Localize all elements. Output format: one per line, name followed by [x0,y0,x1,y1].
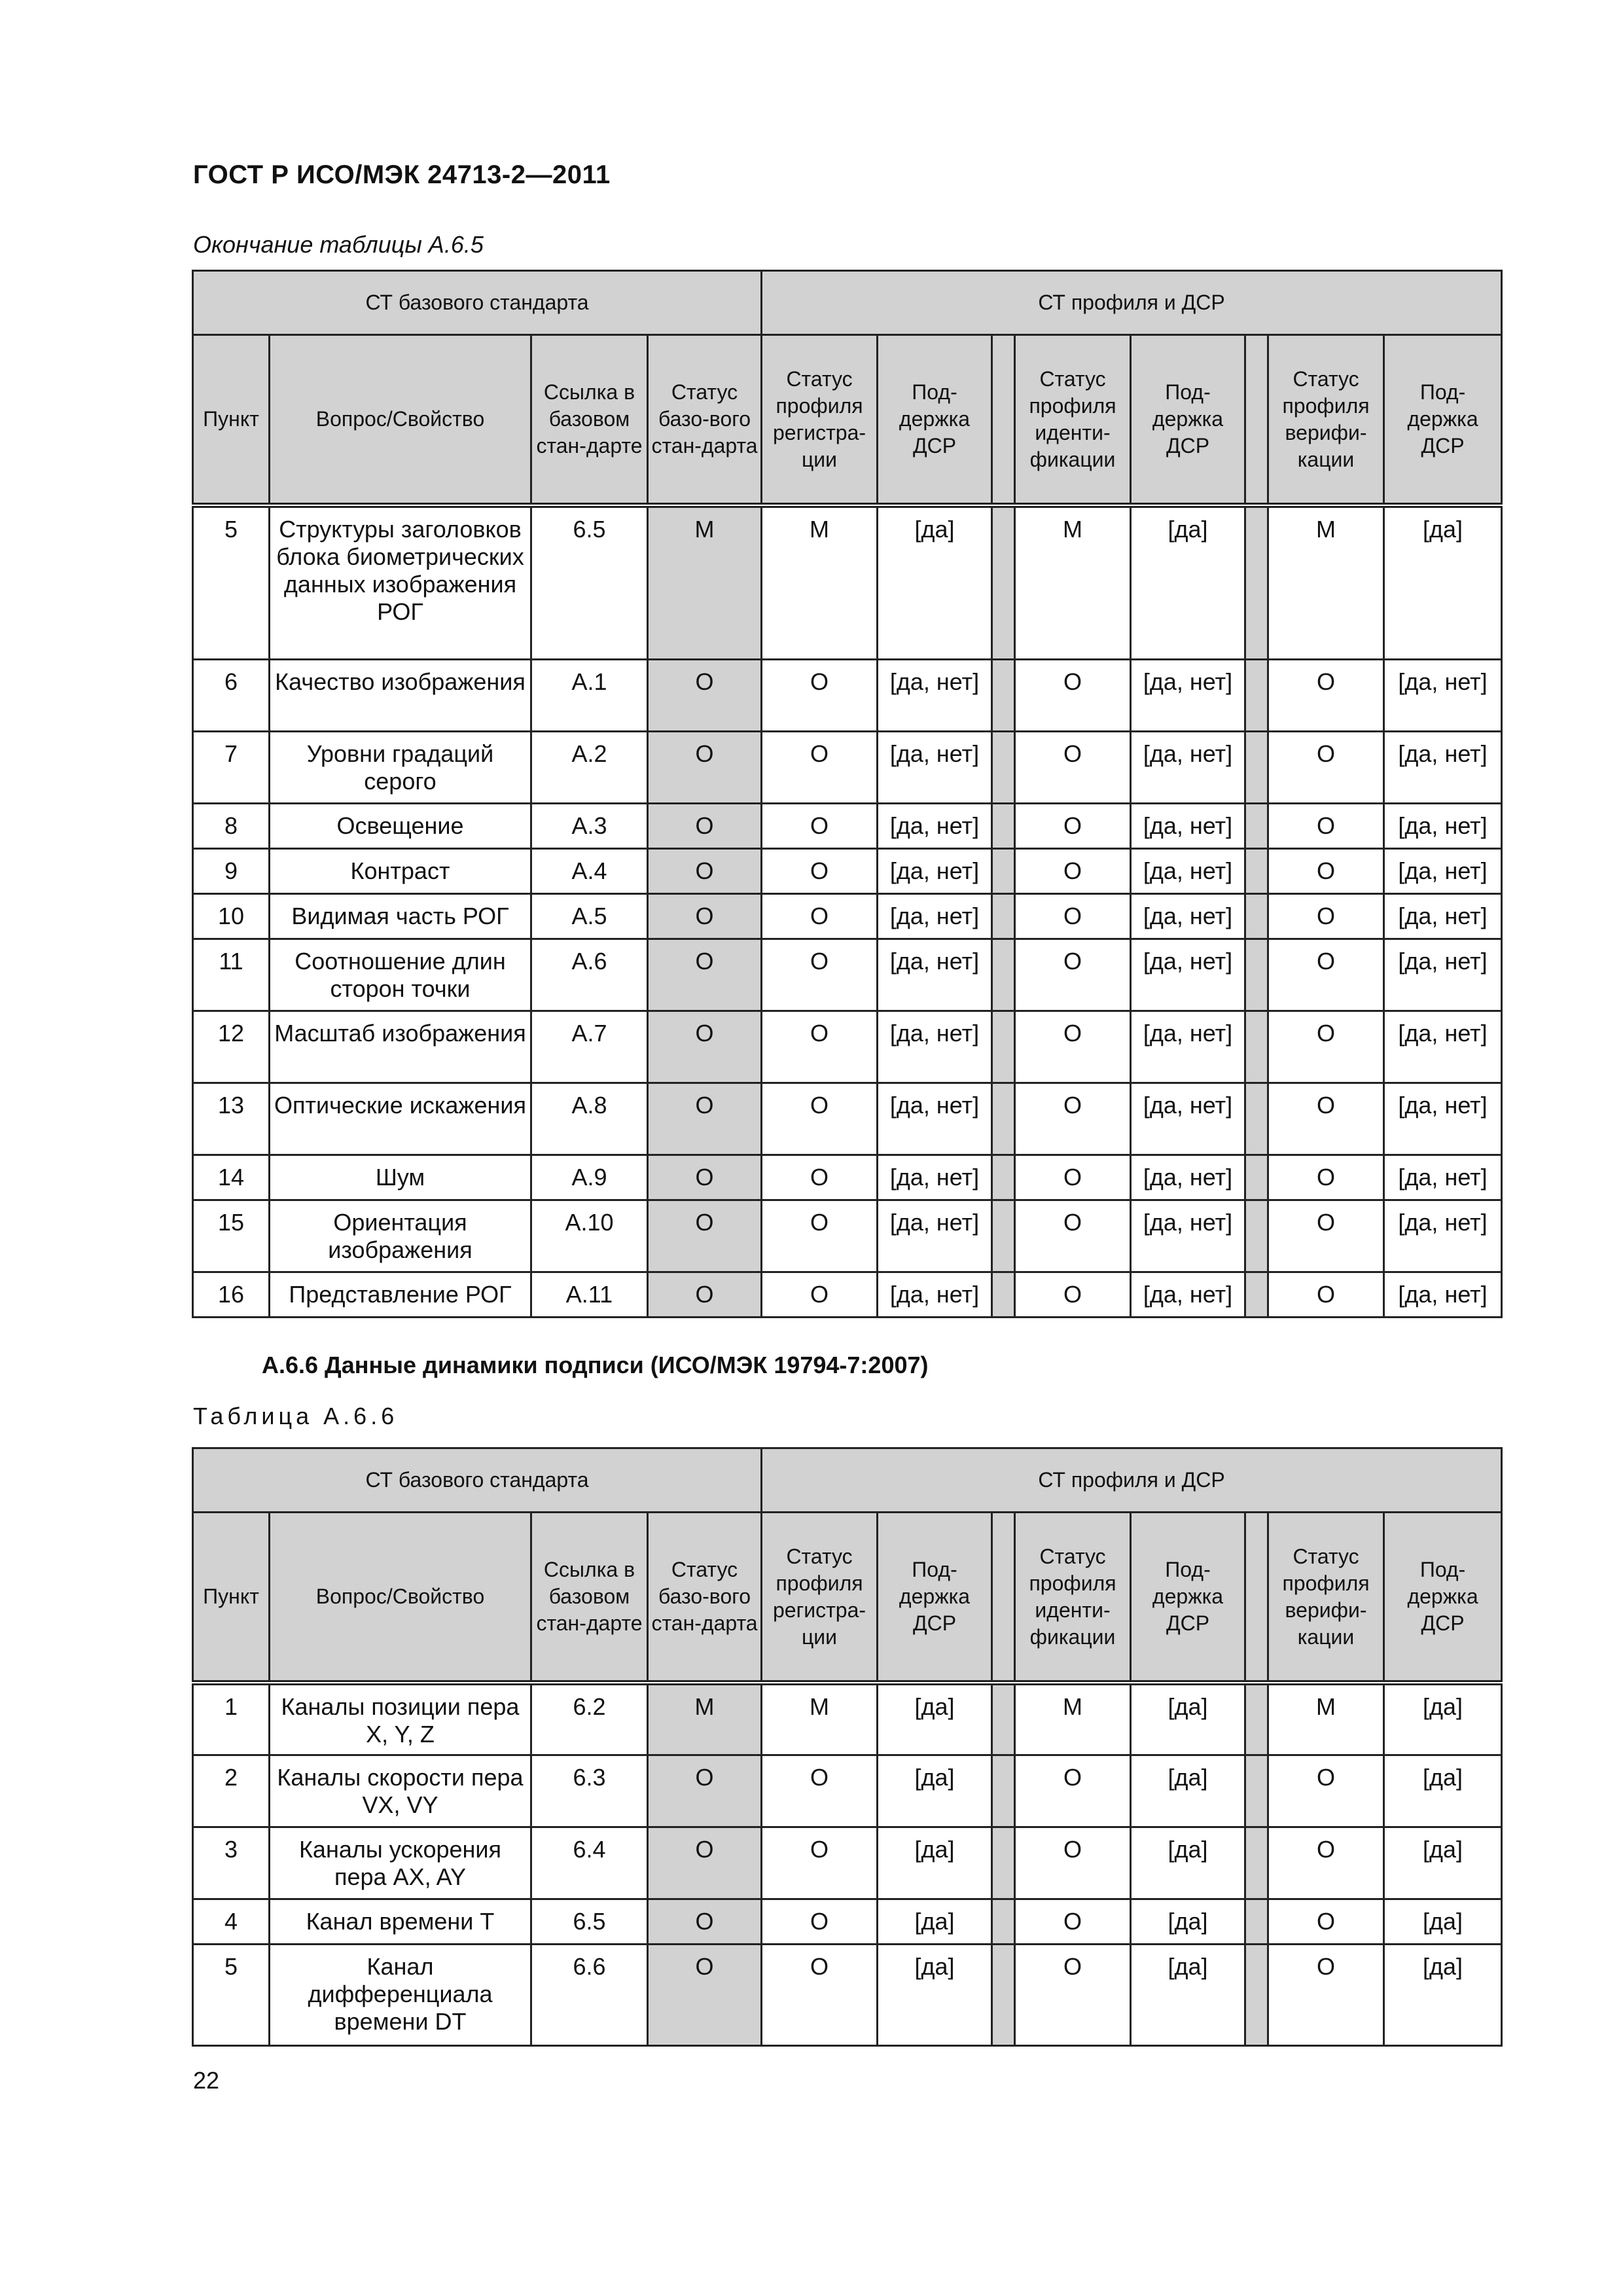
cell-verif-status: О [1268,939,1384,1011]
cell-ref: А.5 [531,893,648,939]
cell-ref: А.2 [531,731,648,803]
cell-verif-support: [да, нет] [1384,1011,1502,1083]
cell-spacer [992,848,1015,893]
col-ident-support: Под-держка ДСР [1131,1513,1245,1683]
cell-spacer [992,1272,1015,1317]
cell-verif-status: О [1268,803,1384,848]
cell-spacer [1245,939,1268,1011]
cell-base-status: О [648,1011,762,1083]
cell-reg-status: О [762,848,878,893]
col-reg-status: Статус профиля регистра-ции [762,1513,878,1683]
cell-spacer [992,1899,1015,1944]
cell-spacer [992,1755,1015,1827]
cell-reg-support: [да, нет] [878,848,992,893]
cell-ref: 6.3 [531,1755,648,1827]
cell-verif-support: [да, нет] [1384,848,1502,893]
cell-spacer [992,1944,1015,2045]
col-base-status: Статус базо-вого стан-дарта [648,1513,762,1683]
cell-ident-status: О [1015,1755,1131,1827]
cell-question: Качество изображения [270,659,531,731]
cell-ref: А.3 [531,803,648,848]
cell-verif-status: О [1268,1272,1384,1317]
cell-ident-status: О [1015,1155,1131,1200]
cell-ident-support: [да, нет] [1131,1083,1245,1155]
cell-verif-support: [да, нет] [1384,803,1502,848]
cell-question: Контраст [270,848,531,893]
cell-verif-support: [да, нет] [1384,1083,1502,1155]
cell-reg-support: [да, нет] [878,1011,992,1083]
cell-spacer [1245,1155,1268,1200]
cell-base-status: О [648,803,762,848]
cell-spacer [992,505,1015,659]
header-group-base-standard: СТ базового стандарта [193,1448,762,1513]
cell-ref: А.1 [531,659,648,731]
cell-spacer [1245,803,1268,848]
cell-question: Каналы скорости пера VX, VY [270,1755,531,1827]
cell-verif-support: [да, нет] [1384,731,1502,803]
cell-reg-status: О [762,1155,878,1200]
cell-item: 16 [193,1272,270,1317]
cell-spacer [1245,1272,1268,1317]
cell-ident-status: О [1015,1011,1131,1083]
table-a65 [192,270,1503,1318]
cell-spacer [1245,505,1268,659]
cell-reg-status: О [762,1083,878,1155]
col-question: Вопрос/Свойство [270,335,531,506]
cell-spacer [992,1083,1015,1155]
cell-reg-status: О [762,1200,878,1272]
cell-ref: 6.5 [531,505,648,659]
cell-ref: А.4 [531,848,648,893]
header-group-profile: СТ профиля и ДСР [762,271,1502,335]
cell-item: 10 [193,893,270,939]
col-ident-status: Статус профиля иденти-фикации [1015,335,1131,506]
cell-verif-status: О [1268,1011,1384,1083]
cell-reg-support: [да] [878,1755,992,1827]
table-row [193,1272,1502,1317]
cell-spacer [1245,1944,1268,2045]
col-spacer [992,335,1015,506]
cell-base-status: О [648,939,762,1011]
cell-item: 12 [193,1011,270,1083]
cell-verif-support: [да, нет] [1384,1155,1502,1200]
col-verif-status: Статус профиля верифи-кации [1268,335,1384,506]
cell-ident-support: [да, нет] [1131,1272,1245,1317]
cell-question: Оптические искажения [270,1083,531,1155]
cell-verif-support: [да, нет] [1384,1272,1502,1317]
cell-question: Представление РОГ [270,1272,531,1317]
cell-verif-status: М [1268,505,1384,659]
cell-reg-support: [да, нет] [878,803,992,848]
cell-reg-status: О [762,893,878,939]
cell-spacer [992,659,1015,731]
cell-reg-status: О [762,803,878,848]
cell-spacer [992,1155,1015,1200]
cell-base-status: О [648,1944,762,2045]
cell-question: Ориентация изображения [270,1200,531,1272]
cell-reg-status: О [762,1899,878,1944]
cell-ref: 6.6 [531,1944,648,2045]
cell-question: Масштаб изображения [270,1011,531,1083]
cell-ident-status: О [1015,1944,1131,2045]
cell-verif-status: О [1268,731,1384,803]
cell-reg-support: [да, нет] [878,1155,992,1200]
page-number: 22 [193,2067,220,2094]
cell-reg-status: О [762,659,878,731]
cell-reg-support: [да, нет] [878,659,992,731]
cell-reg-status: М [762,1683,878,1755]
table-row [193,1755,1502,1827]
col-verif-support: Под-держка ДСР [1384,1513,1502,1683]
col-verif-support: Под-держка ДСР [1384,335,1502,506]
cell-base-status: О [648,893,762,939]
col-question: Вопрос/Свойство [270,1513,531,1683]
cell-reg-support: [да] [878,1899,992,1944]
header-group-profile: СТ профиля и ДСР [762,1448,1502,1513]
cell-item: 1 [193,1683,270,1755]
cell-reg-support: [да, нет] [878,731,992,803]
cell-ident-status: О [1015,1827,1131,1899]
table-row [193,1155,1502,1200]
cell-base-status: О [648,659,762,731]
section-heading: А.6.6 Данные динамики подписи (ИСО/МЭК 19794-7:2007) [262,1352,929,1378]
cell-reg-status: О [762,1755,878,1827]
cell-reg-status: О [762,939,878,1011]
cell-reg-status: М [762,505,878,659]
cell-item: 5 [193,1944,270,2045]
cell-spacer [1245,1011,1268,1083]
cell-spacer [1245,1899,1268,1944]
cell-verif-status: О [1268,1155,1384,1200]
header-group-base-standard: СТ базового стандарта [193,271,762,335]
cell-question: Канал времени T [270,1899,531,1944]
cell-spacer [992,1200,1015,1272]
cell-question: Уровни градаций серого [270,731,531,803]
cell-reg-support: [да] [878,1827,992,1899]
cell-question: Освещение [270,803,531,848]
col-item: Пункт [193,335,270,506]
cell-item: 11 [193,939,270,1011]
cell-ref: 6.2 [531,1683,648,1755]
cell-verif-status: О [1268,1899,1384,1944]
cell-base-status: О [648,1155,762,1200]
cell-question: Видимая часть РОГ [270,893,531,939]
cell-ident-status: О [1015,893,1131,939]
col-spacer [992,1513,1015,1683]
cell-base-status: О [648,1272,762,1317]
table-row [193,1083,1502,1155]
table-row [193,1944,1502,2045]
cell-spacer [992,731,1015,803]
cell-question: Канал дифференциала времени DT [270,1944,531,2045]
cell-item: 9 [193,848,270,893]
cell-spacer [1245,731,1268,803]
cell-verif-support: [да] [1384,1944,1502,2045]
cell-item: 2 [193,1755,270,1827]
cell-verif-support: [да] [1384,1899,1502,1944]
cell-ident-support: [да] [1131,505,1245,659]
cell-verif-status: О [1268,659,1384,731]
cell-verif-support: [да, нет] [1384,939,1502,1011]
cell-verif-support: [да, нет] [1384,893,1502,939]
table-row [193,659,1502,731]
col-ref: Ссылка в базовом стан-дарте [531,335,648,506]
cell-reg-support: [да, нет] [878,1083,992,1155]
table-row [193,1899,1502,1944]
cell-verif-support: [да, нет] [1384,1200,1502,1272]
cell-reg-support: [да, нет] [878,1200,992,1272]
cell-reg-support: [да, нет] [878,893,992,939]
cell-reg-status: О [762,1011,878,1083]
cell-ident-support: [да] [1131,1899,1245,1944]
cell-spacer [1245,1755,1268,1827]
cell-base-status: М [648,1683,762,1755]
cell-base-status: О [648,1827,762,1899]
cell-base-status: О [648,731,762,803]
cell-ident-support: [да, нет] [1131,803,1245,848]
table-row [193,803,1502,848]
cell-ref: А.8 [531,1083,648,1155]
cell-spacer [1245,1200,1268,1272]
cell-verif-status: О [1268,1944,1384,2045]
cell-ident-support: [да] [1131,1944,1245,2045]
cell-spacer [1245,848,1268,893]
cell-ident-status: О [1015,1272,1131,1317]
cell-base-status: О [648,1083,762,1155]
col-verif-status: Статус профиля верифи-кации [1268,1513,1384,1683]
cell-verif-status: О [1268,1200,1384,1272]
table-row [193,848,1502,893]
cell-base-status: М [648,505,762,659]
cell-base-status: О [648,1755,762,1827]
cell-ref: 6.4 [531,1827,648,1899]
cell-spacer [992,1011,1015,1083]
cell-ident-status: О [1015,939,1131,1011]
cell-item: 7 [193,731,270,803]
cell-spacer [1245,893,1268,939]
cell-ref: А.7 [531,1011,648,1083]
col-ref: Ссылка в базовом стан-дарте [531,1513,648,1683]
cell-ref: А.10 [531,1200,648,1272]
cell-ident-status: О [1015,731,1131,803]
col-ident-status: Статус профиля иденти-фикации [1015,1513,1131,1683]
cell-ident-support: [да, нет] [1131,939,1245,1011]
cell-ident-status: О [1015,803,1131,848]
cell-spacer [1245,1683,1268,1755]
cell-question: Соотношение длин сторон точки [270,939,531,1011]
cell-spacer [992,1683,1015,1755]
table-a66-body [193,1683,1502,2045]
table-row [193,505,1502,659]
col-base-status: Статус базо-вого стан-дарта [648,335,762,506]
cell-item: 15 [193,1200,270,1272]
cell-ident-support: [да, нет] [1131,731,1245,803]
table-row [193,1200,1502,1272]
cell-question: Каналы ускорения пера AX, AY [270,1827,531,1899]
cell-verif-support: [да] [1384,1827,1502,1899]
cell-item: 8 [193,803,270,848]
col-reg-status: Статус профиля регистра-ции [762,335,878,506]
table-row [193,893,1502,939]
cell-spacer [992,939,1015,1011]
cell-base-status: О [648,848,762,893]
cell-reg-support: [да, нет] [878,1272,992,1317]
cell-question: Шум [270,1155,531,1200]
cell-verif-status: М [1268,1683,1384,1755]
cell-verif-support: [да] [1384,505,1502,659]
table-a66 [192,1447,1503,2047]
col-spacer [1245,335,1268,506]
cell-spacer [992,1827,1015,1899]
cell-ident-status: О [1015,848,1131,893]
cell-verif-status: О [1268,848,1384,893]
cell-base-status: О [648,1200,762,1272]
col-ident-support: Под-держка ДСР [1131,335,1245,506]
cell-item: 4 [193,1899,270,1944]
cell-ident-status: О [1015,1083,1131,1155]
cell-reg-support: [да] [878,505,992,659]
cell-ident-support: [да, нет] [1131,893,1245,939]
cell-verif-status: О [1268,893,1384,939]
col-reg-support: Под-держка ДСР [878,1513,992,1683]
cell-item: 5 [193,505,270,659]
cell-spacer [992,893,1015,939]
cell-ident-support: [да, нет] [1131,1200,1245,1272]
cell-ident-status: М [1015,1683,1131,1755]
cell-item: 3 [193,1827,270,1899]
cell-spacer [1245,1083,1268,1155]
cell-question: Каналы позиции пера X, Y, Z [270,1683,531,1755]
table-row [193,1011,1502,1083]
cell-reg-support: [да, нет] [878,939,992,1011]
cell-ident-support: [да, нет] [1131,1155,1245,1200]
col-reg-support: Под-держка ДСР [878,335,992,506]
cell-spacer [1245,1827,1268,1899]
cell-verif-support: [да, нет] [1384,659,1502,731]
cell-ident-status: М [1015,505,1131,659]
cell-reg-support: [да] [878,1944,992,2045]
cell-ref: 6.5 [531,1899,648,1944]
document-code-header: ГОСТ Р ИСО/МЭК 24713-2—2011 [193,160,611,189]
cell-base-status: О [648,1899,762,1944]
cell-reg-support: [да] [878,1683,992,1755]
cell-ident-support: [да, нет] [1131,848,1245,893]
col-item: Пункт [193,1513,270,1683]
table-row [193,731,1502,803]
cell-reg-status: О [762,1944,878,2045]
cell-ident-support: [да, нет] [1131,1011,1245,1083]
cell-verif-status: О [1268,1827,1384,1899]
cell-reg-status: О [762,731,878,803]
cell-ref: А.11 [531,1272,648,1317]
cell-reg-status: О [762,1272,878,1317]
cell-ident-status: О [1015,659,1131,731]
cell-ident-support: [да, нет] [1131,659,1245,731]
cell-ref: А.6 [531,939,648,1011]
cell-reg-status: О [762,1827,878,1899]
table-row [193,1683,1502,1755]
cell-verif-support: [да] [1384,1683,1502,1755]
table-row [193,1827,1502,1899]
cell-spacer [992,803,1015,848]
cell-ref: А.9 [531,1155,648,1200]
cell-question: Структуры заголовков блока биометрических данных изображения РОГ [270,505,531,659]
cell-ident-status: О [1015,1899,1131,1944]
cell-verif-support: [да] [1384,1755,1502,1827]
cell-ident-support: [да] [1131,1755,1245,1827]
table-caption: Таблица А.6.6 [193,1403,399,1429]
table-row [193,939,1502,1011]
cell-item: 6 [193,659,270,731]
cell-ident-status: О [1015,1200,1131,1272]
cell-ident-support: [да] [1131,1827,1245,1899]
cell-ident-support: [да] [1131,1683,1245,1755]
cell-item: 14 [193,1155,270,1200]
table-a65-body [193,505,1502,1317]
cell-item: 13 [193,1083,270,1155]
table-continuation-caption: Окончание таблицы А.6.5 [193,231,484,258]
cell-verif-status: О [1268,1755,1384,1827]
col-spacer [1245,1513,1268,1683]
cell-verif-status: О [1268,1083,1384,1155]
cell-spacer [1245,659,1268,731]
